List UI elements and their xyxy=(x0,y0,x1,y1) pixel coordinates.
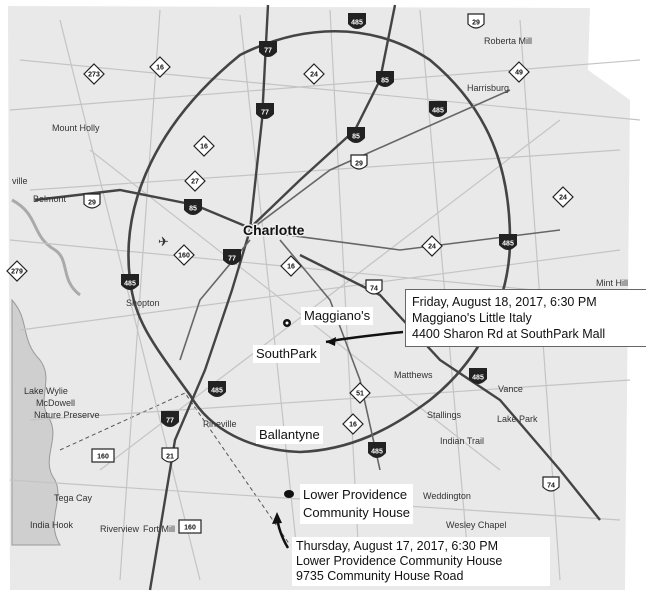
city-label: Charlotte xyxy=(243,222,305,238)
route-shield-number: 49 xyxy=(515,69,523,77)
event-box-maggianos xyxy=(405,289,646,347)
route-shield-number: 85 xyxy=(352,133,360,141)
place-label-fort-mill: Fort Mill xyxy=(143,524,175,534)
route-shield-number: 485 xyxy=(211,387,223,395)
airport-icon: ✈ xyxy=(158,235,169,250)
route-shield-number: 24 xyxy=(310,71,318,79)
route-shield-number: 485 xyxy=(124,280,136,288)
place-label-belmont: Belmont xyxy=(33,194,67,204)
place-label-harrisburg: Harrisburg xyxy=(467,83,510,93)
route-shield-us21 xyxy=(162,448,178,462)
route-shield-us29-w xyxy=(84,194,100,208)
place-label-mount-holly: Mount Holly xyxy=(52,123,100,133)
place-label-mint-hill: Mint Hill xyxy=(596,278,629,288)
place-label-weddington: Weddington xyxy=(423,491,471,501)
place-label-india-hook: India Hook xyxy=(30,520,74,530)
place-label-matthews: Matthews xyxy=(394,370,433,380)
route-shield-us74-se xyxy=(543,477,559,491)
route-shield-number: 160 xyxy=(97,453,109,461)
route-shield-number: 16 xyxy=(156,64,164,72)
route-shield-number: 74 xyxy=(547,482,555,490)
route-shield-number: 74 xyxy=(370,285,378,293)
event-address: 4400 Sharon Rd at SouthPark Mall xyxy=(412,327,606,341)
route-shield-number: 21 xyxy=(166,453,174,461)
place-label-wesley-chapel: Wesley Chapel xyxy=(446,520,507,530)
place-label-tega-cay: Tega Cay xyxy=(54,493,93,503)
route-shield-number: 29 xyxy=(88,199,96,207)
route-shield-number: 160 xyxy=(184,524,196,532)
event-date: Thursday, August 17, 2017, 6:30 PM xyxy=(296,539,498,553)
route-shield-number: 77 xyxy=(228,255,236,263)
lower-providence-marker xyxy=(284,490,294,498)
route-shield-number: 160 xyxy=(178,252,190,260)
route-shield-number: 16 xyxy=(200,143,208,151)
route-shield-us29-n xyxy=(468,14,484,28)
route-shield-number: 77 xyxy=(261,109,269,117)
southpark-label: SouthPark xyxy=(253,345,320,363)
route-shield-number: 77 xyxy=(264,47,272,55)
ballantyne-label: Ballantyne xyxy=(256,426,323,444)
route-shield-number: 51 xyxy=(356,390,364,398)
route-shield-number: 24 xyxy=(559,194,567,202)
route-shield-number: 27 xyxy=(191,178,199,186)
route-shield-number: 16 xyxy=(349,421,357,429)
route-shield-number: 29 xyxy=(355,160,363,168)
place-label-mcdowell: McDowell xyxy=(36,398,76,408)
lower-providence-label: Lower Providence Community House xyxy=(300,484,413,524)
event-venue: Lower Providence Community House xyxy=(296,554,503,568)
route-shield-number: 85 xyxy=(189,205,197,213)
maggianos-marker-center xyxy=(286,322,289,325)
route-shield-us74-c xyxy=(366,280,382,294)
route-shield-number: 24 xyxy=(428,243,436,251)
place-label-stallings: Stallings xyxy=(427,410,462,420)
place-label-indian-trail: Indian Trail xyxy=(440,436,485,446)
place-label-lake-wylie: Lake Wylie xyxy=(24,386,68,396)
event-venue: Maggiano's Little Italy xyxy=(412,311,532,325)
place-label-vance: Vance xyxy=(498,384,523,394)
place-label-nature-preserve: Nature Preserve xyxy=(34,410,100,420)
route-shield-number: 485 xyxy=(472,374,484,382)
place-label-lake-park: Lake Park xyxy=(497,414,538,424)
event-address: 9735 Community House Road xyxy=(296,569,464,583)
route-shield-number: 279 xyxy=(11,268,23,276)
route-shield-us29-c xyxy=(351,155,367,169)
place-label-shopton: Shopton xyxy=(126,298,160,308)
place-label-roberta-mill: Roberta Mill xyxy=(484,36,533,46)
route-shield-sc160 xyxy=(92,449,114,462)
place-label-riverview: Riverview xyxy=(100,524,140,534)
route-shield-number: 16 xyxy=(287,263,295,271)
route-shield-number: 85 xyxy=(381,77,389,85)
route-shield-number: 273 xyxy=(88,71,100,79)
route-shield-number: 77 xyxy=(166,417,174,425)
maggianos-label: Maggiano's xyxy=(301,307,373,325)
route-shield-number: 29 xyxy=(472,19,480,27)
route-shield-number: 485 xyxy=(371,448,383,456)
route-shield-number: 485 xyxy=(432,107,444,115)
event-date: Friday, August 18, 2017, 6:30 PM xyxy=(412,295,597,309)
place-label-pineville: Pineville xyxy=(203,419,237,429)
route-shield-sc160b xyxy=(179,520,201,533)
event-box-lower-providence xyxy=(292,537,550,586)
route-shield-number: 485 xyxy=(351,19,363,27)
route-shield-number: 485 xyxy=(502,240,514,248)
place-label-belle-edge: ville xyxy=(12,176,28,186)
